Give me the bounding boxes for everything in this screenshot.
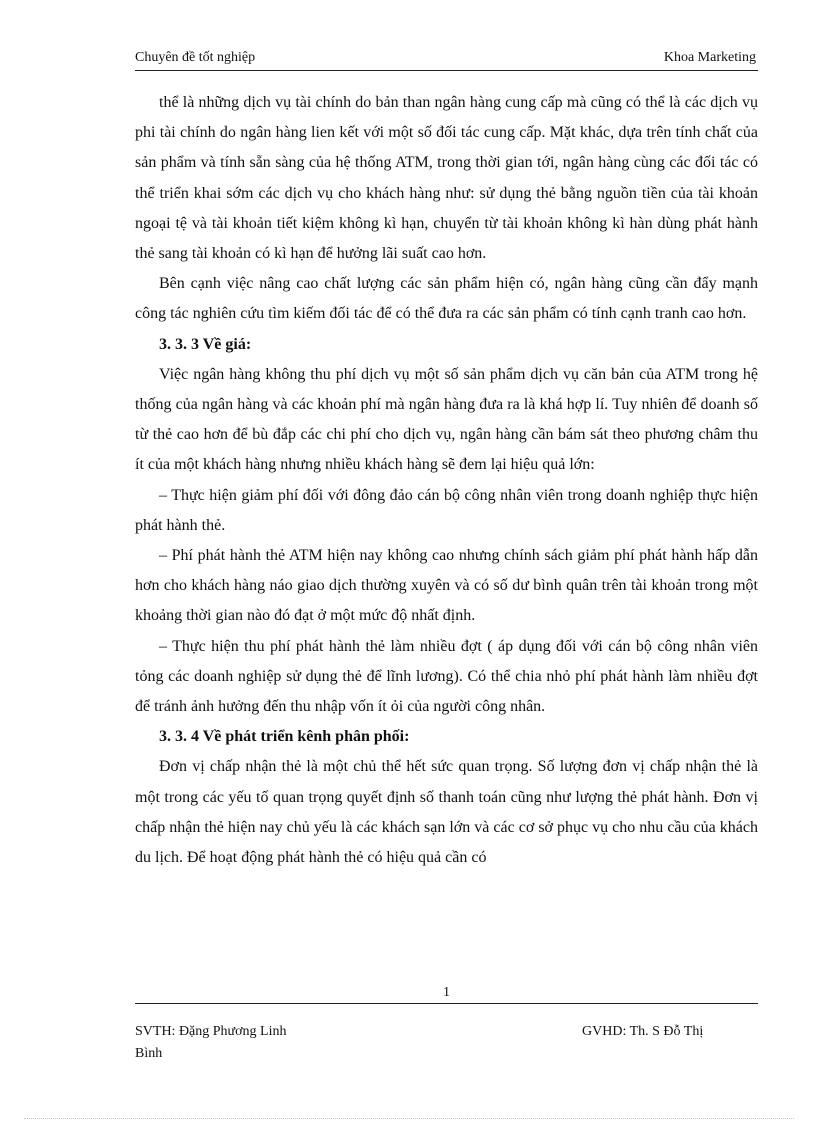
bullet-fee-reduction: – Thực hiện giảm phí đối với đông đảo cán bộ công nhân viên trong doanh nghiệp thực hiện phát hành thẻ. [135,486,758,534]
page-number: 1 [443,985,450,1000]
section-heading-distribution: 3. 3. 4 Về phát triển kênh phân phối: [159,728,410,746]
header-faculty: Khoa Marketing [663,50,756,65]
header-document-title: Chuyên đề tốt nghiệp [135,50,256,65]
paragraph-fees: Việc ngân hàng không thu phí dịch vụ một số sản phẩm dịch vụ căn bản của ATM trong hệ thống của ngân hàng và các khoản phí mà ngân hàng đưa ra là khá hợp lí. Tuy nhiên để doanh số từ thẻ cao hơn để bù đắp các chi phí cho dịch vụ, ngân hàng cần bám sát theo phương châm thu ít của một khách hàng nhưng nhiều khách hàng sẽ đem lại hiệu quả lớn: [135,365,758,474]
bullet-issuance-fee: – Phí phát hành thẻ ATM hiện nay không cao nhưng chính sách giảm phí phát hành hấp dẫn hơn cho khách hàng náo giao dịch thường xuyên và có số dư bình quân trên tài khoản trong một khoảng thời gian nào đó đạt ở một mức độ nhất định. [135,547,758,625]
page-body [135,88,758,873]
footer-student: SVTH: Đặng Phương Linh [135,1024,287,1039]
paragraph-acceptance-units: Đơn vị chấp nhận thẻ là một chủ thể hết sức quan trọng. Số lượng đơn vị chấp nhận thẻ là một trong các yếu tố quan trọng quyết định số thanh toán cũng như lượng thẻ phát hành. Đơn vị chấp nhận thẻ hiện nay chủ yếu là các khách sạn lớn và các cơ sở phục vụ cho nhu cầu của khách du lịch. Để hoạt động phát hành thẻ có hiệu quả cần có [135,758,758,867]
paragraph-services: thể là những dịch vụ tài chính do bản than ngân hàng cung cấp mà cũng có thể là các dịch vụ phi tài chính do ngân hàng lien kết với một số đối tác cung cấp. Mặt khác, dựa trên tính chất của sản phẩm và tính sẵn sàng của hệ thống ATM, trong thời gian tới, ngân hàng cùng các đối tác có thể triển khai sớm các dịch vụ cho khách hàng như: sử dụng thẻ bằng nguồn tiền của tài khoản ngoại tệ và tài khoản tiết kiệm không kì hạn, chuyển từ tài khoản không kì hàn dùng phát hành thẻ sang tài khoản có kì hạn để hưởng lãi suất cao hơn. [135,94,758,263]
bullet-installment-fee: – Thực hiện thu phí phát hành thẻ làm nhiều đợt ( áp dụng đối với cán bộ công nhân viên tỏng các doanh nghiệp sử dụng thẻ để lĩnh lương). Có thể chia nhỏ phí phát hành làm nhiều đợt để tránh ảnh hưởng đến thu nhập vốn ít ỏi của người công nhân. [135,637,758,716]
paragraph-partners: Bên cạnh việc nâng cao chất lượng các sản phẩm hiện có, ngân hàng cũng cần đẩy mạnh công tác nghiên cứu tìm kiếm đối tác để có thể đưa ra các sản phẩm có tính cạnh tranh cao hơn. [135,275,758,323]
section-heading-price: 3. 3. 3 Về giá: [159,335,252,353]
page-footer [135,1003,758,1065]
footer-advisor-continued: Bình [135,1046,163,1061]
footer-advisor: GVHD: Th. S Đỗ Thị [582,1024,704,1039]
page-bottom-divider [24,1118,794,1119]
page-header [135,48,758,71]
